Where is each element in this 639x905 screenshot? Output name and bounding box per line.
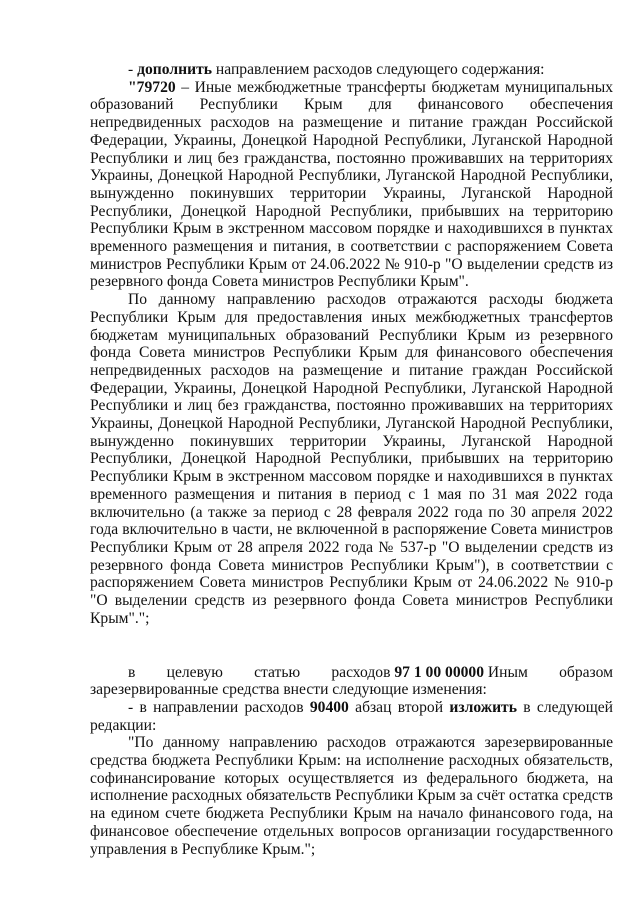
- target-article-line: [90, 664, 613, 682]
- intro-bold-verb: дополнить: [137, 61, 212, 78]
- p4-bold-verb: изложить: [449, 698, 517, 716]
- p3-word-2: целевую: [166, 663, 223, 681]
- paragraph-79720: [90, 79, 613, 291]
- p1-code: 79720: [136, 78, 176, 96]
- target-article-continuation: зарезервированные средства внести следующие изменения:: [90, 681, 487, 699]
- p4-prefix: - в направлении расходов: [128, 698, 310, 716]
- p3-word-6: образом: [559, 663, 613, 681]
- document-page: [90, 61, 613, 858]
- p4-mid: абзац второй: [348, 698, 450, 716]
- intro-rest: направлением расходов следующего содержания:: [211, 61, 545, 78]
- p1-text: – Иные межбюджетные трансферты бюджетам муниципальных образований Республики Крым для финансового обеспечения непредвиденных расходов на размещение и питание граждан Российской Федерации, Украины, Донецкой Народной Республики, Луганской Народной Республики и лиц без гражданства, постоянно проживавших на территориях Украины, Донецкой Народной Республики, Луганской Народной Республики, вынужденно покинувших территории Украины, Луганской Народной Республики, Донецкой Народной Республики, прибывших на территорию Республики Крым в экстренном массовом порядке и находившихся в пунктах временного размещения и питания, в соответствии с распоряжением Совета министров Республики Крым от 24.06.2022 № 910-р "О выделении средств из резервного фонда Совета министров Республики Крым".: [90, 78, 613, 291]
- p4-rest: в следующей редакции:: [90, 698, 614, 734]
- p3-word-5: Иным: [487, 663, 528, 681]
- paragraph-90400: [90, 699, 613, 734]
- p3-word-4-with-code: [331, 664, 528, 682]
- p3-word-1: в: [128, 663, 136, 681]
- paragraph-new-edition: "По данному направлению расходов отражаются зарезервированные средства бюджета Республики Крым: на исполнение расходных обязательств, софинансирование которых осуществляется из федерального бюджета, на исполнение расходных обязательств Республики Крым за счёт остатка средств на едином счете бюджета Республики Крым на начало финансового года, на финансовое обеспечение отдельных вопросов организации государственного управления в Республике Крым.";: [90, 734, 613, 858]
- p3-word-4: расходов: [331, 663, 391, 681]
- p3-code: 97 1 00 00000: [394, 663, 485, 681]
- intro-prefix: -: [128, 61, 138, 78]
- p1-open-quote: ": [128, 78, 137, 96]
- p4-code: 90400: [309, 698, 349, 716]
- intro-line: [90, 61, 613, 79]
- paragraph-gap: [90, 628, 613, 664]
- p3-word-3: статью: [254, 663, 301, 681]
- paragraph-description: По данному направлению расходов отражаются расходы бюджета Республики Крым для предоставления иных межбюджетных трансфертов бюджетам муниципальных образований Республики Крым из резервного фонда Совета министров Республики Крым для финансового обеспечения непредвиденных расходов на размещение и питание граждан Российской Федерации, Украины, Донецкой Народной Республики, Луганской Народной Республики и лиц без гражданства, постоянно проживавших на территориях Украины, Донецкой Народной Республики, Луганской Народной Республики, вынужденно покинувших территории Украины, Луганской Народной Республики, Донецкой Народной Республики, прибывших на территорию Республики Крым в экстренном массовом порядке и находившихся в пунктах временного размещения и питания в период с 1 мая по 31 мая 2022 года включительно (а также за период с 28 февраля 2022 года по 30 апреля 2022 года включительно в части, не включенной в распоряжение Совета министров Республики Крым от 28 апреля 2022 года № 537-р "О выделении средств из резервного фонда Совета министров Республики Крым"), в соответствии с распоряжением Совета министров Республики Крым от 24.06.2022 № 910-р "О выделении средств из резервного фонда Совета министров Республики Крым".";: [90, 291, 613, 627]
